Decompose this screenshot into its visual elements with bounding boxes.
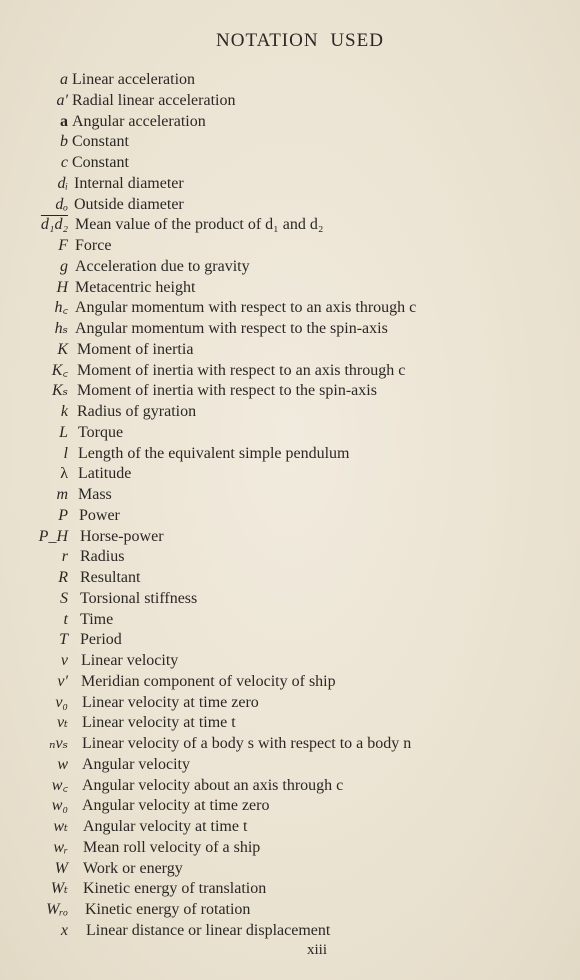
notation-entry [0, 838, 580, 859]
notation-symbol: P [58, 506, 68, 524]
notation-symbol: S [60, 589, 68, 607]
notation-symbol: a [60, 71, 68, 88]
notation-description: Moment of inertia with respect to an axis through c [77, 361, 406, 379]
notation-symbol: h꜀ [54, 299, 68, 317]
notation-entry [0, 298, 580, 319]
notation-symbol: w₀ [51, 797, 68, 815]
notation-symbol: wₜ [53, 818, 68, 835]
notation-description: Torque [78, 423, 124, 441]
notation-symbol: dₒ [55, 195, 68, 213]
notation-description: Linear velocity at time t [82, 714, 236, 732]
page-number: xiii [306, 942, 327, 958]
notation-description: Angular acceleration [72, 112, 206, 130]
notation-description: Moment of inertia [77, 340, 194, 358]
notation-description: Linear acceleration [72, 71, 196, 88]
notation-symbol: r [61, 548, 68, 566]
notation-description: Outside diameter [74, 195, 184, 213]
notation-description: Radial linear acceleration [72, 91, 236, 109]
notation-entry [0, 589, 580, 610]
notation-symbol: m [56, 486, 68, 503]
notation-entry [0, 132, 580, 153]
notation-entry [0, 506, 580, 527]
notation-symbol: Wₜ [50, 880, 68, 898]
notation-symbol: g [60, 257, 68, 275]
notation-symbol: dᵢ [57, 174, 68, 192]
notation-description: Radius of gyration [77, 403, 197, 420]
notation-description: Metacentric height [75, 278, 196, 296]
notation-entry [0, 879, 580, 900]
notation-symbol: ₙvₛ [49, 735, 68, 752]
notation-entry [0, 547, 580, 568]
notation-description: Kinetic energy of rotation [85, 901, 251, 918]
notation-description: Latitude [78, 465, 132, 483]
notation-description: Linear velocity at time zero [82, 693, 259, 711]
notation-entry [0, 112, 580, 133]
notation-description: Meridian component of velocity of ship [81, 672, 336, 690]
notation-description: Angular momentum with respect to the spin-axis [75, 320, 388, 337]
notation-entry [0, 381, 580, 402]
notation-symbol: hₛ [54, 320, 68, 337]
notation-symbol: vₜ [56, 714, 68, 732]
notation-symbol: P_H [38, 527, 68, 545]
notation-symbol: Kₛ [51, 382, 68, 400]
notation-symbol: R [58, 569, 68, 586]
notation-entry [0, 195, 580, 216]
notation-description: Angular velocity about an axis through c [82, 776, 344, 794]
notation-entry [0, 693, 580, 714]
notation-description: Internal diameter [74, 174, 184, 192]
notation-description: Length of the equivalent simple pendulum [78, 444, 350, 462]
notation-symbol: a [60, 112, 68, 130]
notation-entry [0, 900, 580, 921]
notation-description: Period [80, 631, 122, 649]
notation-description: Linear velocity [81, 652, 179, 669]
notation-symbol: K꜀ [51, 361, 68, 379]
notation-entry [0, 610, 580, 631]
notation-symbol: Wᵣₒ [46, 901, 68, 918]
notation-list [0, 70, 580, 942]
notation-description: Moment of inertia with respect to the spin-axis [77, 382, 377, 400]
notation-description: Linear velocity of a body s with respect to a body n [82, 735, 412, 752]
notation-description: Time [80, 610, 114, 628]
notation-description: Constant [72, 154, 129, 171]
notation-entry [0, 174, 580, 195]
notation-description: Horse-power [80, 527, 164, 545]
notation-description: Power [79, 506, 120, 524]
notation-symbol: L [59, 423, 68, 441]
notation-entry [0, 215, 580, 236]
notation-symbol: K [57, 340, 68, 358]
notation-description: Mean value of the product of d₁ and d₂ [75, 216, 324, 234]
notation-entry [0, 340, 580, 361]
notation-entry [0, 278, 580, 299]
notation-symbol: k [60, 403, 68, 420]
notation-symbol: w [57, 755, 68, 773]
notation-description: Torsional stiffness [80, 589, 198, 607]
notation-description: Mean roll velocity of a ship [83, 838, 261, 856]
notation-symbol: b [60, 133, 68, 151]
notation-symbol: d₁d₂ [40, 216, 68, 234]
notation-symbol: wᵣ [53, 838, 68, 856]
notation-entry [0, 257, 580, 278]
notation-description: Radius [80, 548, 125, 566]
notation-entry [0, 630, 580, 651]
notation-symbol: H [56, 278, 68, 296]
notation-description: Angular velocity at time t [83, 818, 248, 835]
notation-entry [0, 776, 580, 797]
notation-entry [0, 527, 580, 548]
notation-symbol: T [59, 631, 68, 649]
notation-entry [0, 651, 580, 672]
notation-description: Angular velocity at time zero [82, 797, 270, 815]
notation-symbol: l [63, 444, 68, 462]
notation-entry [0, 817, 580, 838]
notation-entry [0, 70, 580, 91]
notation-entry [0, 319, 580, 340]
notation-entry [0, 921, 580, 942]
notation-description: Angular momentum with respect to an axis through c [75, 299, 417, 317]
notation-description: Constant [72, 133, 129, 151]
page-title: NOTATION USED [216, 30, 384, 51]
notation-description: Force [75, 237, 112, 254]
notation-description: Linear distance or linear displacement [86, 921, 331, 939]
notation-symbol: W [54, 859, 68, 877]
notation-entry [0, 402, 580, 423]
notation-symbol: v′ [57, 672, 68, 690]
notation-entry [0, 423, 580, 444]
notation-description: Acceleration due to gravity [75, 257, 250, 275]
notation-symbol: x [60, 921, 68, 939]
notation-entry [0, 734, 580, 755]
notation-entry [0, 91, 580, 112]
notation-description: Resultant [80, 569, 141, 586]
notation-description: Angular velocity [82, 755, 190, 773]
notation-description: Kinetic energy of translation [83, 880, 267, 898]
notation-entry [0, 859, 580, 880]
notation-description: Mass [78, 486, 112, 503]
notation-entry [0, 796, 580, 817]
notation-symbol: v₀ [55, 693, 68, 711]
notation-entry [0, 361, 580, 382]
notation-symbol: w꜀ [51, 776, 68, 794]
notation-entry [0, 755, 580, 776]
notation-entry [0, 464, 580, 485]
notation-entry [0, 485, 580, 506]
notation-symbol: v [60, 652, 68, 669]
notation-entry [0, 444, 580, 465]
notation-symbol: a′ [56, 91, 68, 109]
notation-entry [0, 713, 580, 734]
notation-symbol: c [60, 154, 68, 171]
notation-symbol: λ [60, 465, 68, 483]
notation-symbol: F [58, 237, 68, 254]
notation-description: Work or energy [83, 859, 183, 877]
notation-entry [0, 236, 580, 257]
notation-entry [0, 153, 580, 174]
notation-symbol: t [63, 610, 68, 628]
notation-entry [0, 672, 580, 693]
notation-entry [0, 568, 580, 589]
